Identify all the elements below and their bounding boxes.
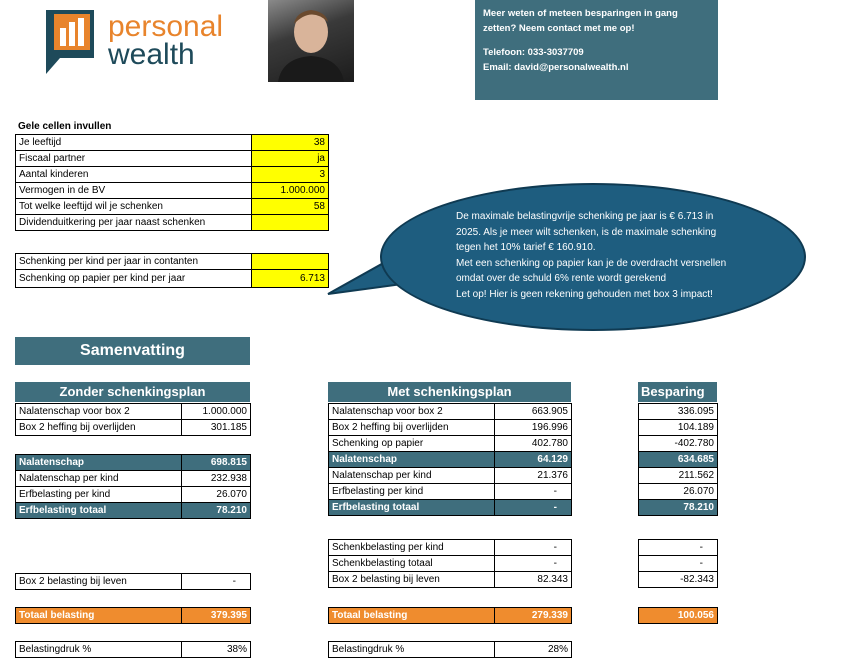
table-row [329,608,572,624]
cell-value: 402.780 [495,436,572,452]
input-value[interactable]: 3 [252,167,329,183]
cell-label: Schenkbelasting per kind [329,540,495,556]
cell-value: 26.070 [639,484,718,500]
input-value[interactable]: 6.713 [252,270,329,288]
table-row [639,572,718,588]
cell-value: 279.339 [495,608,572,624]
cell-value: 26.070 [182,487,251,503]
input-label: Schenking op papier per kind per jaar [16,270,252,288]
table-row [329,484,572,500]
table-row [16,455,251,471]
table-row [639,404,718,420]
zonder-table [15,403,251,436]
cell-label: Nalatenschap voor box 2 [329,404,495,420]
contact-box [475,0,718,100]
input-row [16,167,329,183]
cell-value: 78.210 [182,503,251,519]
contact-line2: zetten? Neem contact met me op! [483,23,635,34]
input-value[interactable] [252,215,329,231]
input-value[interactable]: ja [252,151,329,167]
input-row [16,151,329,167]
cell-value: 64.129 [495,452,572,468]
zonder-header: Zonder schenkingsplan [15,382,250,402]
zonder-table-5 [15,641,251,658]
table-row [329,436,572,452]
inputs-table-2 [15,253,329,288]
cell-value: 232.938 [182,471,251,487]
table-row [639,608,718,624]
table-row [329,642,572,658]
input-row [16,199,329,215]
contact-phone[interactable]: Telefoon: 033-3037709 [483,47,584,58]
met-table-3 [328,607,572,624]
table-row [329,404,572,420]
callout-line: omdat over de schuld 6% rente wordt gerekend [456,273,667,284]
table-row [16,420,251,436]
cell-value: - [495,500,572,516]
cell-label: Box 2 belasting bij leven [329,572,495,588]
brand-line2: wealth [108,38,195,71]
besparing-table [638,403,718,516]
contact-email[interactable]: Email: david@personalwealth.nl [483,62,629,73]
table-row [329,540,572,556]
input-row [16,215,329,231]
cell-value: - [495,484,572,500]
input-row [16,183,329,199]
cell-value: - [182,574,251,590]
input-label: Tot welke leeftijd wil je schenken [16,199,252,215]
zonder-table-4 [15,607,251,624]
table-row [329,452,572,468]
input-value[interactable] [252,254,329,270]
besparing-table-3 [638,607,718,624]
cell-label: Nalatenschap per kind [16,471,182,487]
cell-value: 38% [182,642,251,658]
contact-line1: Meer weten of meteen besparingen in gang [483,8,678,19]
zonder-table-2 [15,454,251,519]
table-row [639,556,718,572]
met-table-2 [328,539,572,588]
callout-line: Met een schenking op papier kan je de overdracht versnellen [456,257,727,269]
table-row [16,487,251,503]
cell-label: Belastingdruk % [329,642,495,658]
table-row [639,420,718,436]
table-row [639,436,718,452]
cell-value: - [639,556,718,572]
table-row [639,540,718,556]
input-label: Fiscaal partner [16,151,252,167]
cell-label: Erfbelasting per kind [329,484,495,500]
cell-label: Nalatenschap per kind [329,468,495,484]
cell-value: 78.210 [639,500,718,516]
zonder-table-3 [15,573,251,590]
cell-label: Schenkbelasting totaal [329,556,495,572]
cell-label: Box 2 heffing bij overlijden [16,420,182,436]
inputs-heading: Gele cellen invullen [18,121,112,132]
cell-label: Totaal belasting [329,608,495,624]
table-row [16,503,251,519]
cell-value: 100.056 [639,608,718,624]
cell-value: 211.562 [639,468,718,484]
cell-label: Box 2 heffing bij overlijden [329,420,495,436]
callout-line: tegen het 10% tarief € 160.910. [456,242,596,253]
cell-value: 196.996 [495,420,572,436]
cell-value: 104.189 [639,420,718,436]
table-row [16,608,251,624]
cell-label: Erfbelasting per kind [16,487,182,503]
cell-label: Totaal belasting [16,608,182,624]
logo [46,10,246,78]
cell-value: 336.095 [639,404,718,420]
callout-text [456,209,776,302]
cell-label: Belastingdruk % [16,642,182,658]
summary-title: Samenvatting [15,337,250,365]
cell-value: 663.905 [495,404,572,420]
cell-value: 379.395 [182,608,251,624]
table-row [639,500,718,516]
cell-value: - [495,540,572,556]
logo-mark-icon [46,10,98,74]
cell-label: Nalatenschap [329,452,495,468]
table-row [16,404,251,420]
input-row [16,135,329,151]
cell-value: 634.685 [639,452,718,468]
besparing-header: Besparing [638,382,717,402]
cell-label: Erfbelasting totaal [16,503,182,519]
cell-value: - [639,540,718,556]
input-label: Aantal kinderen [16,167,252,183]
cell-label: Erfbelasting totaal [329,500,495,516]
table-row [329,500,572,516]
input-value[interactable]: 38 [252,135,329,151]
input-row [16,270,329,288]
profile-photo [268,0,354,82]
table-row [329,556,572,572]
besparing-table-2 [638,539,718,588]
cell-label: Nalatenschap voor box 2 [16,404,182,420]
input-label: Schenking per kind per jaar in contanten [16,254,252,270]
input-label: Je leeftijd [16,135,252,151]
cell-label: Box 2 belasting bij leven [16,574,182,590]
cell-value: 698.815 [182,455,251,471]
table-row [329,572,572,588]
input-value[interactable]: 58 [252,199,329,215]
met-table [328,403,572,516]
cell-label: Schenking op papier [329,436,495,452]
inputs-table [15,134,329,231]
input-value[interactable]: 1.000.000 [252,183,329,199]
table-row [16,642,251,658]
cell-value: 82.343 [495,572,572,588]
table-row [639,452,718,468]
met-table-4 [328,641,572,658]
cell-value: -82.343 [639,572,718,588]
callout-line: Let op! Hier is geen rekening gehouden met box 3 impact! [456,288,713,300]
input-label: Vermogen in de BV [16,183,252,199]
table-row [16,574,251,590]
input-row [16,254,329,270]
cell-value: 1.000.000 [182,404,251,420]
cell-value: 301.185 [182,420,251,436]
table-row [639,468,718,484]
cell-value: 21.376 [495,468,572,484]
table-row [16,471,251,487]
person-icon [268,0,354,82]
table-row [639,484,718,500]
input-label: Dividenduitkering per jaar naast schenken [16,215,252,231]
cell-label: Nalatenschap [16,455,182,471]
cell-value: - [495,556,572,572]
cell-value: -402.780 [639,436,718,452]
callout-line: De maximale belastingvrije schenking pe jaar is € 6.713 in [456,211,714,222]
callout-line: 2025. Als je meer wilt schenken, is de maximale schenking [456,226,717,238]
met-header: Met schenkingsplan [328,382,571,402]
table-row [329,468,572,484]
cell-value: 28% [495,642,572,658]
brand-line1: personal [108,10,224,43]
table-row [329,420,572,436]
